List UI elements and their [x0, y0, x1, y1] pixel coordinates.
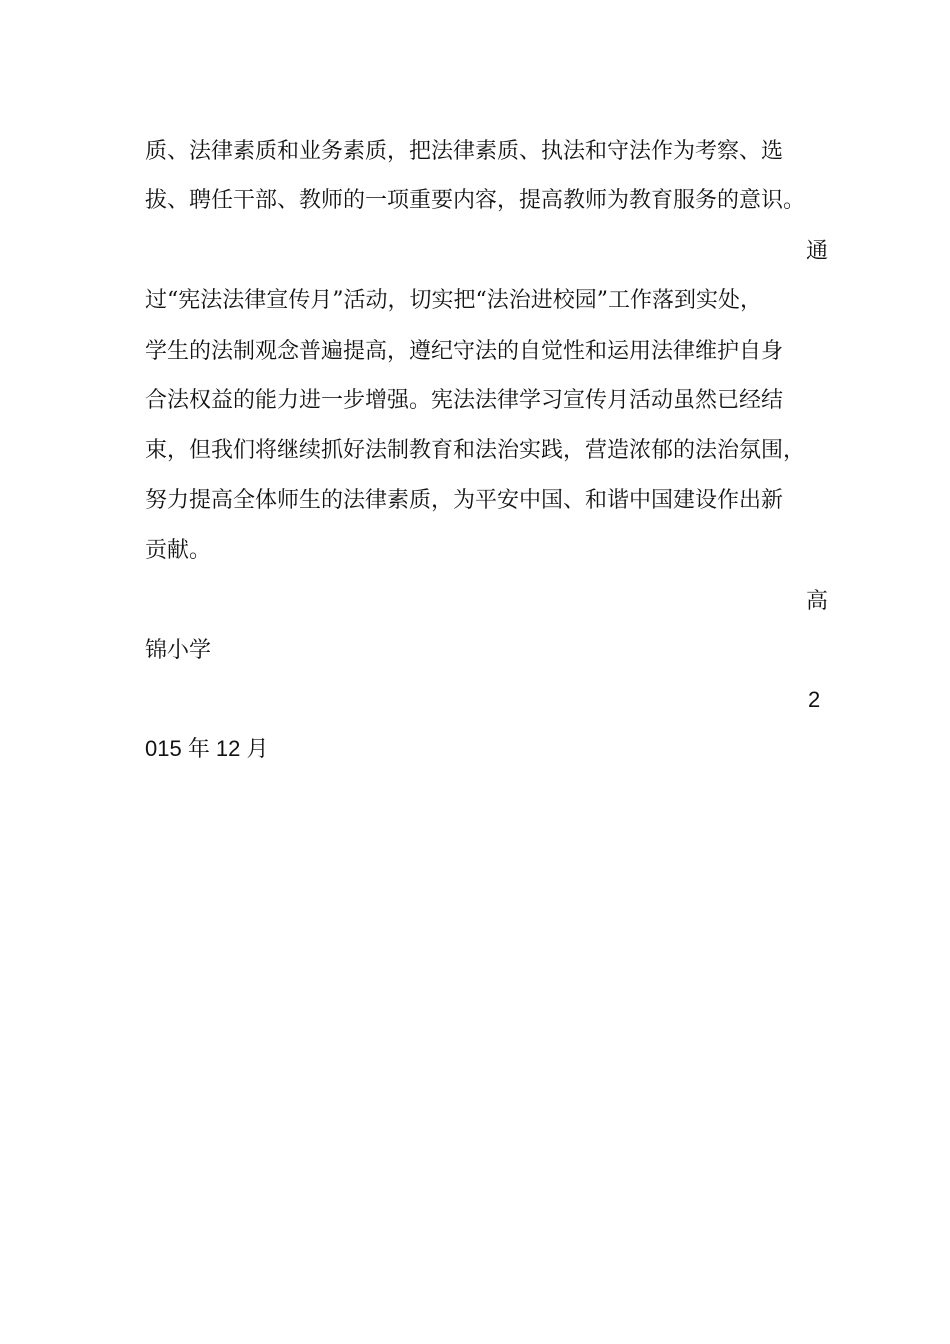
signature-date: 015 年 12 月 — [145, 736, 269, 761]
paragraph-1-line-1: 质、法律素质和业务素质，把法律素质、执法和守法作为考察、选 — [145, 139, 784, 164]
signature-school-first-char: 高 — [806, 589, 829, 614]
paragraph-2-line-6: 贡献。 — [145, 538, 212, 563]
paragraph-2-line-1: 过“宪法法律宣传月”活动，切实把“法治进校园”工作落到实处， — [145, 288, 762, 313]
paragraph-2-line-2: 学生的法制观念普遍提高，遵纪守法的自觉性和运用法律维护自身 — [145, 339, 784, 364]
paragraph-2-line-3: 合法权益的能力进一步增强。宪法法律学习宣传月活动虽然已经结 — [145, 388, 784, 413]
signature-school-name: 锦小学 — [145, 638, 212, 663]
paragraph-1-line-2: 拔、聘任干部、教师的一项重要内容，提高教师为教育服务的意识。 — [145, 188, 806, 213]
paragraph-2-line-5: 努力提高全体师生的法律素质，为平安中国、和谐中国建设作出新 — [145, 488, 784, 513]
paragraph-2-first-char: 通 — [806, 239, 829, 264]
paragraph-2-line-4: 束，但我们将继续抓好法制教育和法治实践，营造浓郁的法治氛围， — [145, 438, 806, 463]
signature-date-first-char: 2 — [808, 687, 821, 712]
